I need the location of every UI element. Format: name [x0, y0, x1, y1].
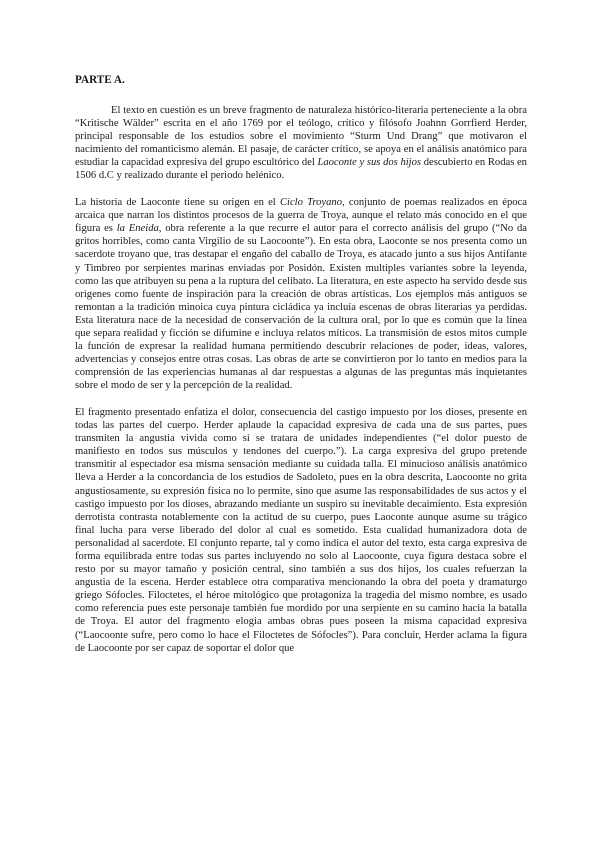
italic-title-run: la Eneida: [116, 223, 159, 235]
paragraph-laoconte-history: [75, 196, 527, 392]
text-run: El fragmento presentado enfatiza el dolor, consecuencia del castigo impuesto por los dioses, presente en todas las partes del cuerpo. Herder aplaude la capacidad expresiva de cada una de sus partes, pues transmiten la angustia vivida como si se tratara de unidades independientes (“el dolor puesto de manifiesto en todos sus músculos y tendones del cuerpo.”). La carga expresiva del grupo pretende transmitir al espectador esa misma sensación mediante su cuidada talla. El minucioso análisis anatómico lleva a Herder a la concordancia de los estudios de Sadoleto, pues en la obra descrita, Laocoonte no grita angustiosamente, su expresión física no lo permite, sino que asume las responsabilidades de sus actos y el castigo impuesto por los dioses, abrazando mediante un suspiro su inevitable decaimiento. Esta expresión derrotista contrasta notablemente con la actitud de su cuerpo, pues Laoconte aunque asume su trágico final lucha para verse liberado del dolor al cual es sometido. Esta cualidad humanizadora dota de personalidad al sacerdote. El conjunto reparte, tal y como indica el autor del texto, esta carga expresiva de forma equilibrada entre todas sus partes incluyendo no solo al Laocoonte, cuya figura destaca sobre el resto por su mayor tamaño y posición central, sino también a sus dos hijos, los cuales refuerzan la angustia de la escena. Herder establece otra comparativa mencionando la obra del poeta y dramaturgo griego Sófocles. Filoctetes, el héroe mitológico que protagoniza la tragedia del mismo nombre, es usado como referencia pues este personaje también fue mordido por una serpiente en su camino hacia la batalla de Troya. El autor del fragmento elogia ambas obras pues poseen la misma capacidad expresiva (“Laocoonte sufre, pero como lo hace el Filoctetes de Sófocles”). Para concluir, Herder aclama la figura de Laocoonte por ser capaz de soportar el dolor que: [75, 406, 527, 654]
text-run: El texto en cuestión es un breve fragmento de naturaleza histórico-literaria perteneciente a la obra “Kritische Wälder” escrita en el año 1769 por el teólogo, crítico y filósofo Joahnn Gorrfierd Herder, principal responsable de los estudios sobre el movimiento “Sturm Und Drang” que motivaron el nacimiento del romanticismo alemán. El pasaje, de carácter crítico, se apoya en el análisis anatómico para estudiar la capacidad expresiva del grupo escultórico del: [75, 105, 527, 169]
italic-title-run: Ciclo Troyano: [279, 197, 343, 209]
italic-title-run: Laoconte y sus dos hijos: [317, 157, 422, 169]
text-run: La historia de Laoconte tiene su origen en el: [75, 197, 280, 209]
paragraph-fragment-analysis: [75, 406, 527, 655]
text-run: descubierto en Rodas en 1506 d.C y realizado durante el periodo helénico.: [75, 157, 527, 182]
document-page: [75, 74, 527, 655]
paragraph-intro: [75, 104, 527, 183]
text-run: , conjunto de poemas realizados en época arcaica que narran los distintos procesos de la guerra de Troya, aunque el relato más conocido en el que figura es: [75, 197, 527, 235]
section-heading: PARTE A.: [75, 74, 125, 86]
text-run: , obra referente a la que recurre el autor para el correcto análisis del grupo (“No da gritos horribles, como canta Virgilio de su Laocoonte”). En esta obra, Laoconte se nos presenta como un sacerdote troyano que, tras destapar el engaño del caballo de Troya, es atacado junto a sus hijos Antifante y Timbreo por serpientes marinas enviadas por Posidón. Existen multiples variantes sobre la leyenda, como las que atribuyen su pena a la ruptura del celibato. La literatura, en este aspecto ha servido desde sus origenes como fuente de inspiración para la creación de obras artísticas. Los ejemplos más antiguos se remontan a la tradición minoica cuya pintura cicládica ya incluía escenas de obras literarias ya perdidas. Esta literatura nace de la necesidad de conservación de la cultura oral, por lo que es común que la línea que separa realidad y ficción se difumine e incluya relatos míticos. La transmisión de estos mitos cumple la función de expresar la realidad humana permitiendo descubrir relaciones de poder, ideas, valores, advertencias y consejos entre otras cosas. Las obras de arte se convirtieron por lo tanto en medios para la comprensión de las experiencias humanas al dar respuestas a algunas de las preguntas más inquietantes sobre el modo de ser y la percepción de la realidad.: [75, 223, 527, 392]
